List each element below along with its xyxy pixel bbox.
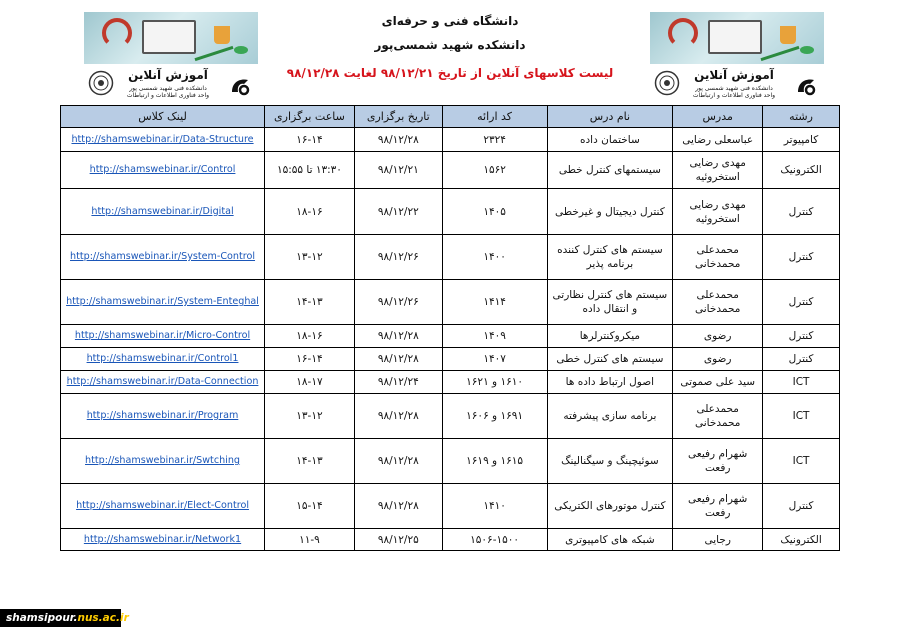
schedule-title: لیست کلاسهای آنلاین از تاریخ ۹۸/۱۲/۲۱ لغایت ۹۸/۱۲/۲۸: [286, 66, 614, 80]
class-link[interactable]: http://shamswebinar.ir/System-Enteghal: [61, 280, 265, 325]
table-row: [61, 371, 840, 394]
faculty-name: دانشکده شهید شمسی‌پور: [374, 38, 526, 52]
university-seal-icon: [88, 70, 114, 96]
cell-time: ۱۶-۱۴: [265, 348, 355, 371]
cell-teacher: رضوی: [673, 325, 763, 348]
cell-date: ۹۸/۱۲/۲۱: [354, 152, 442, 189]
university-seal-icon: [654, 70, 680, 96]
class-link[interactable]: http://shamswebinar.ir/Control1: [61, 348, 265, 371]
class-link[interactable]: http://shamswebinar.ir/Digital: [61, 189, 265, 235]
class-link[interactable]: http://shamswebinar.ir/Program: [61, 394, 265, 439]
cell-code: ۱۵۰۶-۱۵۰۰: [442, 529, 547, 551]
cell-course: برنامه سازی پیشرفته: [547, 394, 673, 439]
cell-code: ۱۶۱۵ و ۱۶۱۹: [442, 439, 547, 484]
column-header-course: نام درس: [547, 106, 673, 128]
cell-teacher: شهرام رفیعی رفعت: [673, 484, 763, 529]
table-row: [61, 394, 840, 439]
table-row: [61, 152, 840, 189]
workspace-illustration: [650, 12, 824, 64]
cell-code: ۱۶۱۰ و ۱۶۲۱: [442, 371, 547, 394]
cell-code: ۱۴۱۴: [442, 280, 547, 325]
cell-time: ۱۸-۱۶: [265, 325, 355, 348]
table-row: [61, 235, 840, 280]
cell-date: ۹۸/۱۲/۲۲: [354, 189, 442, 235]
cell-teacher: سید علی صموتی: [673, 371, 763, 394]
cell-date: ۹۸/۱۲/۲۶: [354, 235, 442, 280]
cell-teacher: رجایی: [673, 529, 763, 551]
column-header-time: ساعت برگزاری: [265, 106, 355, 128]
cell-field: کنترل: [763, 484, 840, 529]
brand-mark-icon: [228, 74, 252, 98]
cell-field: کنترل: [763, 348, 840, 371]
cell-course: شبکه های کامپیوتری: [547, 529, 673, 551]
class-link[interactable]: http://shamswebinar.ir/Swtching: [61, 439, 265, 484]
table-row: [61, 348, 840, 371]
cell-time: ۱۳-۱۲: [265, 394, 355, 439]
cell-date: ۹۸/۱۲/۲۸: [354, 484, 442, 529]
page-header: [250, 12, 650, 80]
cell-field: ICT: [763, 371, 840, 394]
cell-time: ۱۸-۱۶: [265, 189, 355, 235]
class-link[interactable]: http://shamswebinar.ir/Micro-Control: [61, 325, 265, 348]
cell-date: ۹۸/۱۲/۲۸: [354, 325, 442, 348]
cell-course: کنترل موتورهای الکتریکی: [547, 484, 673, 529]
cell-course: سوئیچینگ و سیگنالینگ: [547, 439, 673, 484]
cell-date: ۹۸/۱۲/۲۴: [354, 371, 442, 394]
cell-time: ۱۵-۱۴: [265, 484, 355, 529]
cell-date: ۹۸/۱۲/۲۸: [354, 439, 442, 484]
cell-teacher: رضوی: [673, 348, 763, 371]
cell-course: سیستم های کنترل نظارتی و انتقال داده: [547, 280, 673, 325]
cell-field: کامپیوتر: [763, 128, 840, 152]
logo-subtitle: دانشکده فنی شهید شمسی پور واحد فناوری اطلاعات و ارتباطات: [126, 85, 210, 99]
logo-subtitle: دانشکده فنی شهید شمسی پور واحد فناوری اطلاعات و ارتباطات: [692, 85, 776, 99]
class-link[interactable]: http://shamswebinar.ir/System-Control: [61, 235, 265, 280]
cell-teacher: شهرام رفیعی رفعت: [673, 439, 763, 484]
site-name-prefix: shamsipour.: [6, 612, 78, 624]
cell-course: کنترل دیجیتال و غیرخطی: [547, 189, 673, 235]
table-header-row: [61, 106, 840, 128]
cell-time: ۱۸-۱۷: [265, 371, 355, 394]
cell-date: ۹۸/۱۲/۲۵: [354, 529, 442, 551]
cell-code: ۱۴۱۰: [442, 484, 547, 529]
cell-field: الکترونیک: [763, 152, 840, 189]
cell-field: کنترل: [763, 189, 840, 235]
class-link[interactable]: http://shamswebinar.ir/Control: [61, 152, 265, 189]
cell-field: کنترل: [763, 280, 840, 325]
cell-field: الکترونیک: [763, 529, 840, 551]
cell-teacher: محمدعلی محمدخانی: [673, 280, 763, 325]
table-row: [61, 484, 840, 529]
cell-course: سیستمهای کنترل خطی: [547, 152, 673, 189]
table-row: [61, 189, 840, 235]
table-row: [61, 529, 840, 551]
cell-date: ۹۸/۱۲/۲۸: [354, 394, 442, 439]
online-education-logo-right: [650, 12, 824, 104]
table-row: [61, 439, 840, 484]
cell-code: ۱۴۰۷: [442, 348, 547, 371]
cell-field: ICT: [763, 439, 840, 484]
workspace-illustration: [84, 12, 258, 64]
cell-time: ۱۴-۱۳: [265, 280, 355, 325]
table-row: [61, 280, 840, 325]
class-link[interactable]: http://shamswebinar.ir/Data-Connection: [61, 371, 265, 394]
cell-field: ICT: [763, 394, 840, 439]
cell-time: ۱۳:۳۰ تا ۱۵:۵۵: [265, 152, 355, 189]
column-header-date: تاریخ برگزاری: [354, 106, 442, 128]
cell-course: ساختمان داده: [547, 128, 673, 152]
logo-title: آموزش آنلاین: [694, 68, 774, 82]
cell-time: ۱۶-۱۴: [265, 128, 355, 152]
cell-course: اصول ارتباط داده ها: [547, 371, 673, 394]
cell-code: ۱۵۶۲: [442, 152, 547, 189]
column-header-code: کد ارائه: [442, 106, 547, 128]
cell-teacher: عباسعلی رضایی: [673, 128, 763, 152]
cell-code: ۲۳۲۴: [442, 128, 547, 152]
cell-field: کنترل: [763, 235, 840, 280]
class-link[interactable]: http://shamswebinar.ir/Elect-Control: [61, 484, 265, 529]
university-name: دانشگاه فنی و حرفه‌ای: [381, 14, 519, 28]
site-watermark: [0, 609, 129, 627]
cell-field: کنترل: [763, 325, 840, 348]
cell-code: ۱۴۰۰: [442, 235, 547, 280]
class-link[interactable]: http://shamswebinar.ir/Network1: [61, 529, 265, 551]
cell-course: میکروکنترلرها: [547, 325, 673, 348]
cell-time: ۱۱-۹: [265, 529, 355, 551]
column-header-field: رشته: [763, 106, 840, 128]
table-row: [61, 325, 840, 348]
cell-teacher: محمدعلی محمدخانی: [673, 394, 763, 439]
column-header-link: لینک کلاس: [61, 106, 265, 128]
cell-teacher: مهدی رضایی استخروئیه: [673, 189, 763, 235]
cell-time: ۱۳-۱۲: [265, 235, 355, 280]
cell-time: ۱۴-۱۳: [265, 439, 355, 484]
class-link[interactable]: http://shamswebinar.ir/Data-Structure: [61, 128, 265, 152]
online-classes-table: [60, 105, 840, 551]
table-row: [61, 128, 840, 152]
brand-mark-icon: [794, 74, 818, 98]
online-education-logo-left: [84, 12, 258, 104]
cell-code: ۱۴۰۹: [442, 325, 547, 348]
cell-course: سیستم های کنترل کننده برنامه پذیر: [547, 235, 673, 280]
cell-teacher: محمدعلی محمدخانی: [673, 235, 763, 280]
cell-course: سیستم های کنترل خطی: [547, 348, 673, 371]
logo-title: آموزش آنلاین: [128, 68, 208, 82]
cell-teacher: مهدی رضایی استخروئیه: [673, 152, 763, 189]
cell-date: ۹۸/۱۲/۲۸: [354, 128, 442, 152]
site-name-suffix: nus.ac.ir: [77, 612, 129, 624]
cell-code: ۱۶۹۱ و ۱۶۰۶: [442, 394, 547, 439]
column-header-teacher: مدرس: [673, 106, 763, 128]
cell-date: ۹۸/۱۲/۲۶: [354, 280, 442, 325]
cell-date: ۹۸/۱۲/۲۸: [354, 348, 442, 371]
cell-code: ۱۴۰۵: [442, 189, 547, 235]
